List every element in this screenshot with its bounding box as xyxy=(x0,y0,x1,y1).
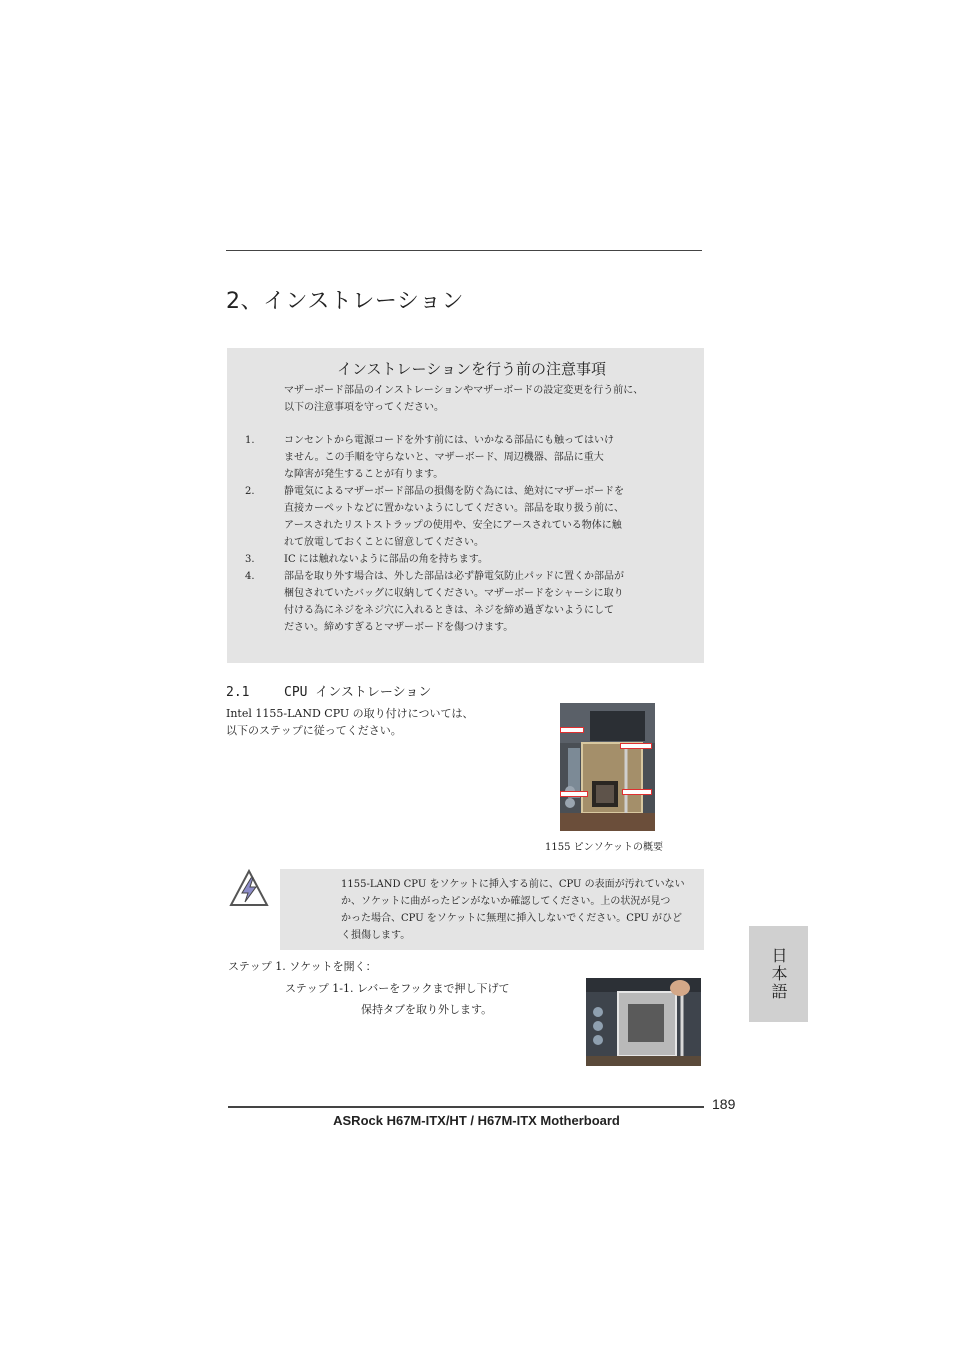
language-tab-label: 日本語 xyxy=(769,947,788,1001)
item-line: コンセントから電源コードを外す前には、いかなる部品にも触ってはいけ xyxy=(284,435,614,446)
item-line: ません。この手順を守らないと、マザーボード、周辺機器、部品に重大 xyxy=(284,452,604,463)
warning-line: 1155-LAND CPU をソケットに挿入する前に、CPU の表面が汚れていない xyxy=(341,879,685,890)
item-line: れて放電しておくことに留意してください。 xyxy=(284,537,484,548)
step-line: ステップ 1-1. レバーをフックまで押し下げて xyxy=(285,982,510,995)
callout-label xyxy=(560,791,588,797)
top-rule xyxy=(226,250,702,251)
callout-label xyxy=(620,743,652,749)
item-number: 3. xyxy=(245,554,255,565)
step-1: ステップ 1. ソケットを開く： xyxy=(228,960,377,973)
callout-label xyxy=(622,789,652,795)
precautions-heading: インストレーションを行う前の注意事項 xyxy=(337,360,606,378)
socket-photo-image xyxy=(560,703,655,831)
step-line: 保持タブを取り外します。 xyxy=(361,1003,493,1016)
precautions-list xyxy=(245,432,685,636)
lever-photo xyxy=(586,978,701,1066)
item-line: 梱包されていたバッグに収納してください。マザーボードをシャーシに取り xyxy=(284,588,624,599)
section-heading xyxy=(226,681,431,700)
item-line: 静電気によるマザーボード部品の損傷を防ぐ為には、絶対にマザーボードを xyxy=(284,486,624,497)
item-line: IC には触れないように部品の角を持ちます。 xyxy=(284,554,488,565)
photo-caption: 1155 ピンソケットの概要 xyxy=(545,842,664,853)
language-tab xyxy=(749,926,808,1022)
footer-text: ASRock H67M-ITX/HT / H67M-ITX Motherboard xyxy=(333,1113,620,1128)
warning-box xyxy=(280,869,704,950)
callout-label xyxy=(560,727,584,733)
intro-line: 以下の注意事項を守ってください。 xyxy=(284,402,444,413)
body-line: 以下のステップに従ってください。 xyxy=(226,724,402,737)
warning-line: か、ソケットに曲がったピンがないか確認してください。上の状況が見つ xyxy=(341,896,671,907)
warning-text xyxy=(341,876,697,944)
item-line: 付ける為にネジをネジ穴に入れるときは、ネジを締め過ぎないようにして xyxy=(284,605,614,616)
list-item xyxy=(245,483,685,551)
warning-line: かった場合、CPU をソケットに無理に挿入しないでください。CPU がひど xyxy=(341,913,683,924)
precautions-intro xyxy=(284,382,643,416)
warning-line: く損傷します。 xyxy=(341,930,411,941)
page-number: 189 xyxy=(712,1096,736,1112)
item-number: 4. xyxy=(245,571,255,582)
item-number: 2. xyxy=(245,486,255,497)
intro-line: マザーボード部品のインストレーションやマザーボードの設定変更を行う前に、 xyxy=(284,385,644,396)
lever-photo-image xyxy=(586,978,701,1066)
precautions-box xyxy=(227,348,704,663)
section-body xyxy=(226,705,506,739)
section-title: CPU インストレーション xyxy=(284,685,432,700)
page-title: 2、インストレーション xyxy=(226,289,464,314)
list-item xyxy=(245,568,685,636)
section-number: 2.1 xyxy=(226,685,250,700)
list-item xyxy=(245,432,685,483)
list-item xyxy=(245,551,685,568)
item-number: 1. xyxy=(245,435,255,446)
step-1-1 xyxy=(285,978,509,1020)
bottom-rule xyxy=(228,1106,704,1108)
warning-icon xyxy=(229,869,269,907)
item-line: な障害が発生することが有ります。 xyxy=(284,469,444,480)
body-line: Intel 1155-LAND CPU の取り付けについては、 xyxy=(226,707,474,720)
item-line: アースされたリストストラップの使用や、安全にアースされている物体に触 xyxy=(284,520,622,531)
item-line: 部品を取り外す場合は、外した部品は必ず静電気防止パッドに置くか部品が xyxy=(284,571,624,582)
item-line: 直接カーペットなどに置かないようにしてください。部品を取り扱う前に、 xyxy=(284,503,624,514)
socket-photo xyxy=(560,703,655,831)
item-line: ださい。締めすぎるとマザーボードを傷つけます。 xyxy=(284,622,514,633)
